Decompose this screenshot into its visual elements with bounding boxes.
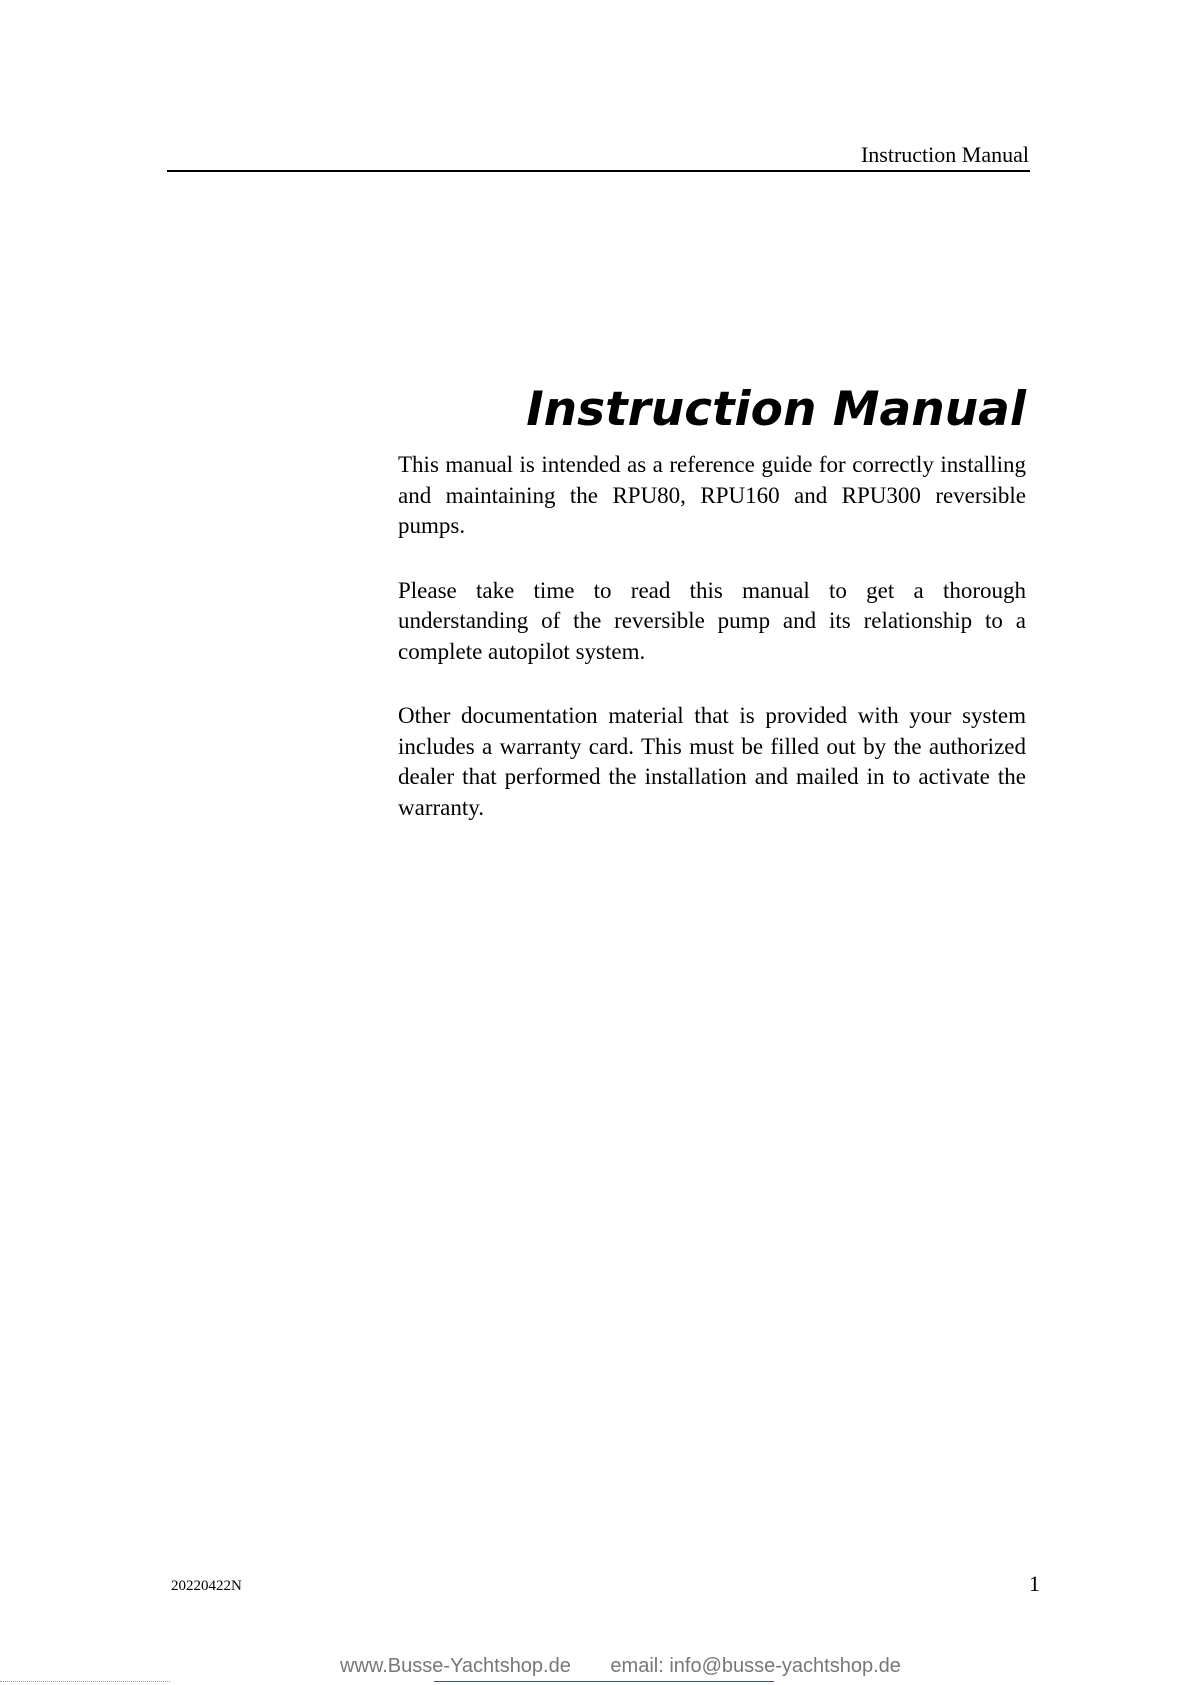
paragraph-intro: This manual is intended as a reference guide for correctly installing and maintaining the RPU80, RPU160 and RPU300 reversible pumps. bbox=[398, 452, 1026, 538]
document-code: 20220422N bbox=[171, 1578, 242, 1594]
link-underline bbox=[434, 1681, 774, 1682]
footer-links bbox=[340, 1653, 901, 1679]
paragraph-warranty: Other documentation material that is provided with your system includes a warranty card. This must be filled out by the authorized dealer that performed the installation and mailed in to activate the warranty. bbox=[398, 703, 1026, 820]
body-text bbox=[398, 450, 1026, 857]
email-link[interactable]: email: info@busse-yachtshop.de bbox=[610, 1655, 901, 1677]
running-header: Instruction Manual bbox=[860, 142, 1029, 167]
paragraph-reading-advice: Please take time to read this manual to get a thorough understanding of the reversible pump and its relationship to a complete autopilot system. bbox=[398, 577, 1026, 664]
website-link[interactable]: www.Busse-Yachtshop.de bbox=[340, 1655, 571, 1677]
page-title: Instruction Manual bbox=[526, 382, 1026, 437]
header-divider bbox=[167, 170, 1030, 172]
print-stamp-line bbox=[0, 1681, 170, 1682]
page-number: 1 bbox=[1029, 1571, 1040, 1596]
